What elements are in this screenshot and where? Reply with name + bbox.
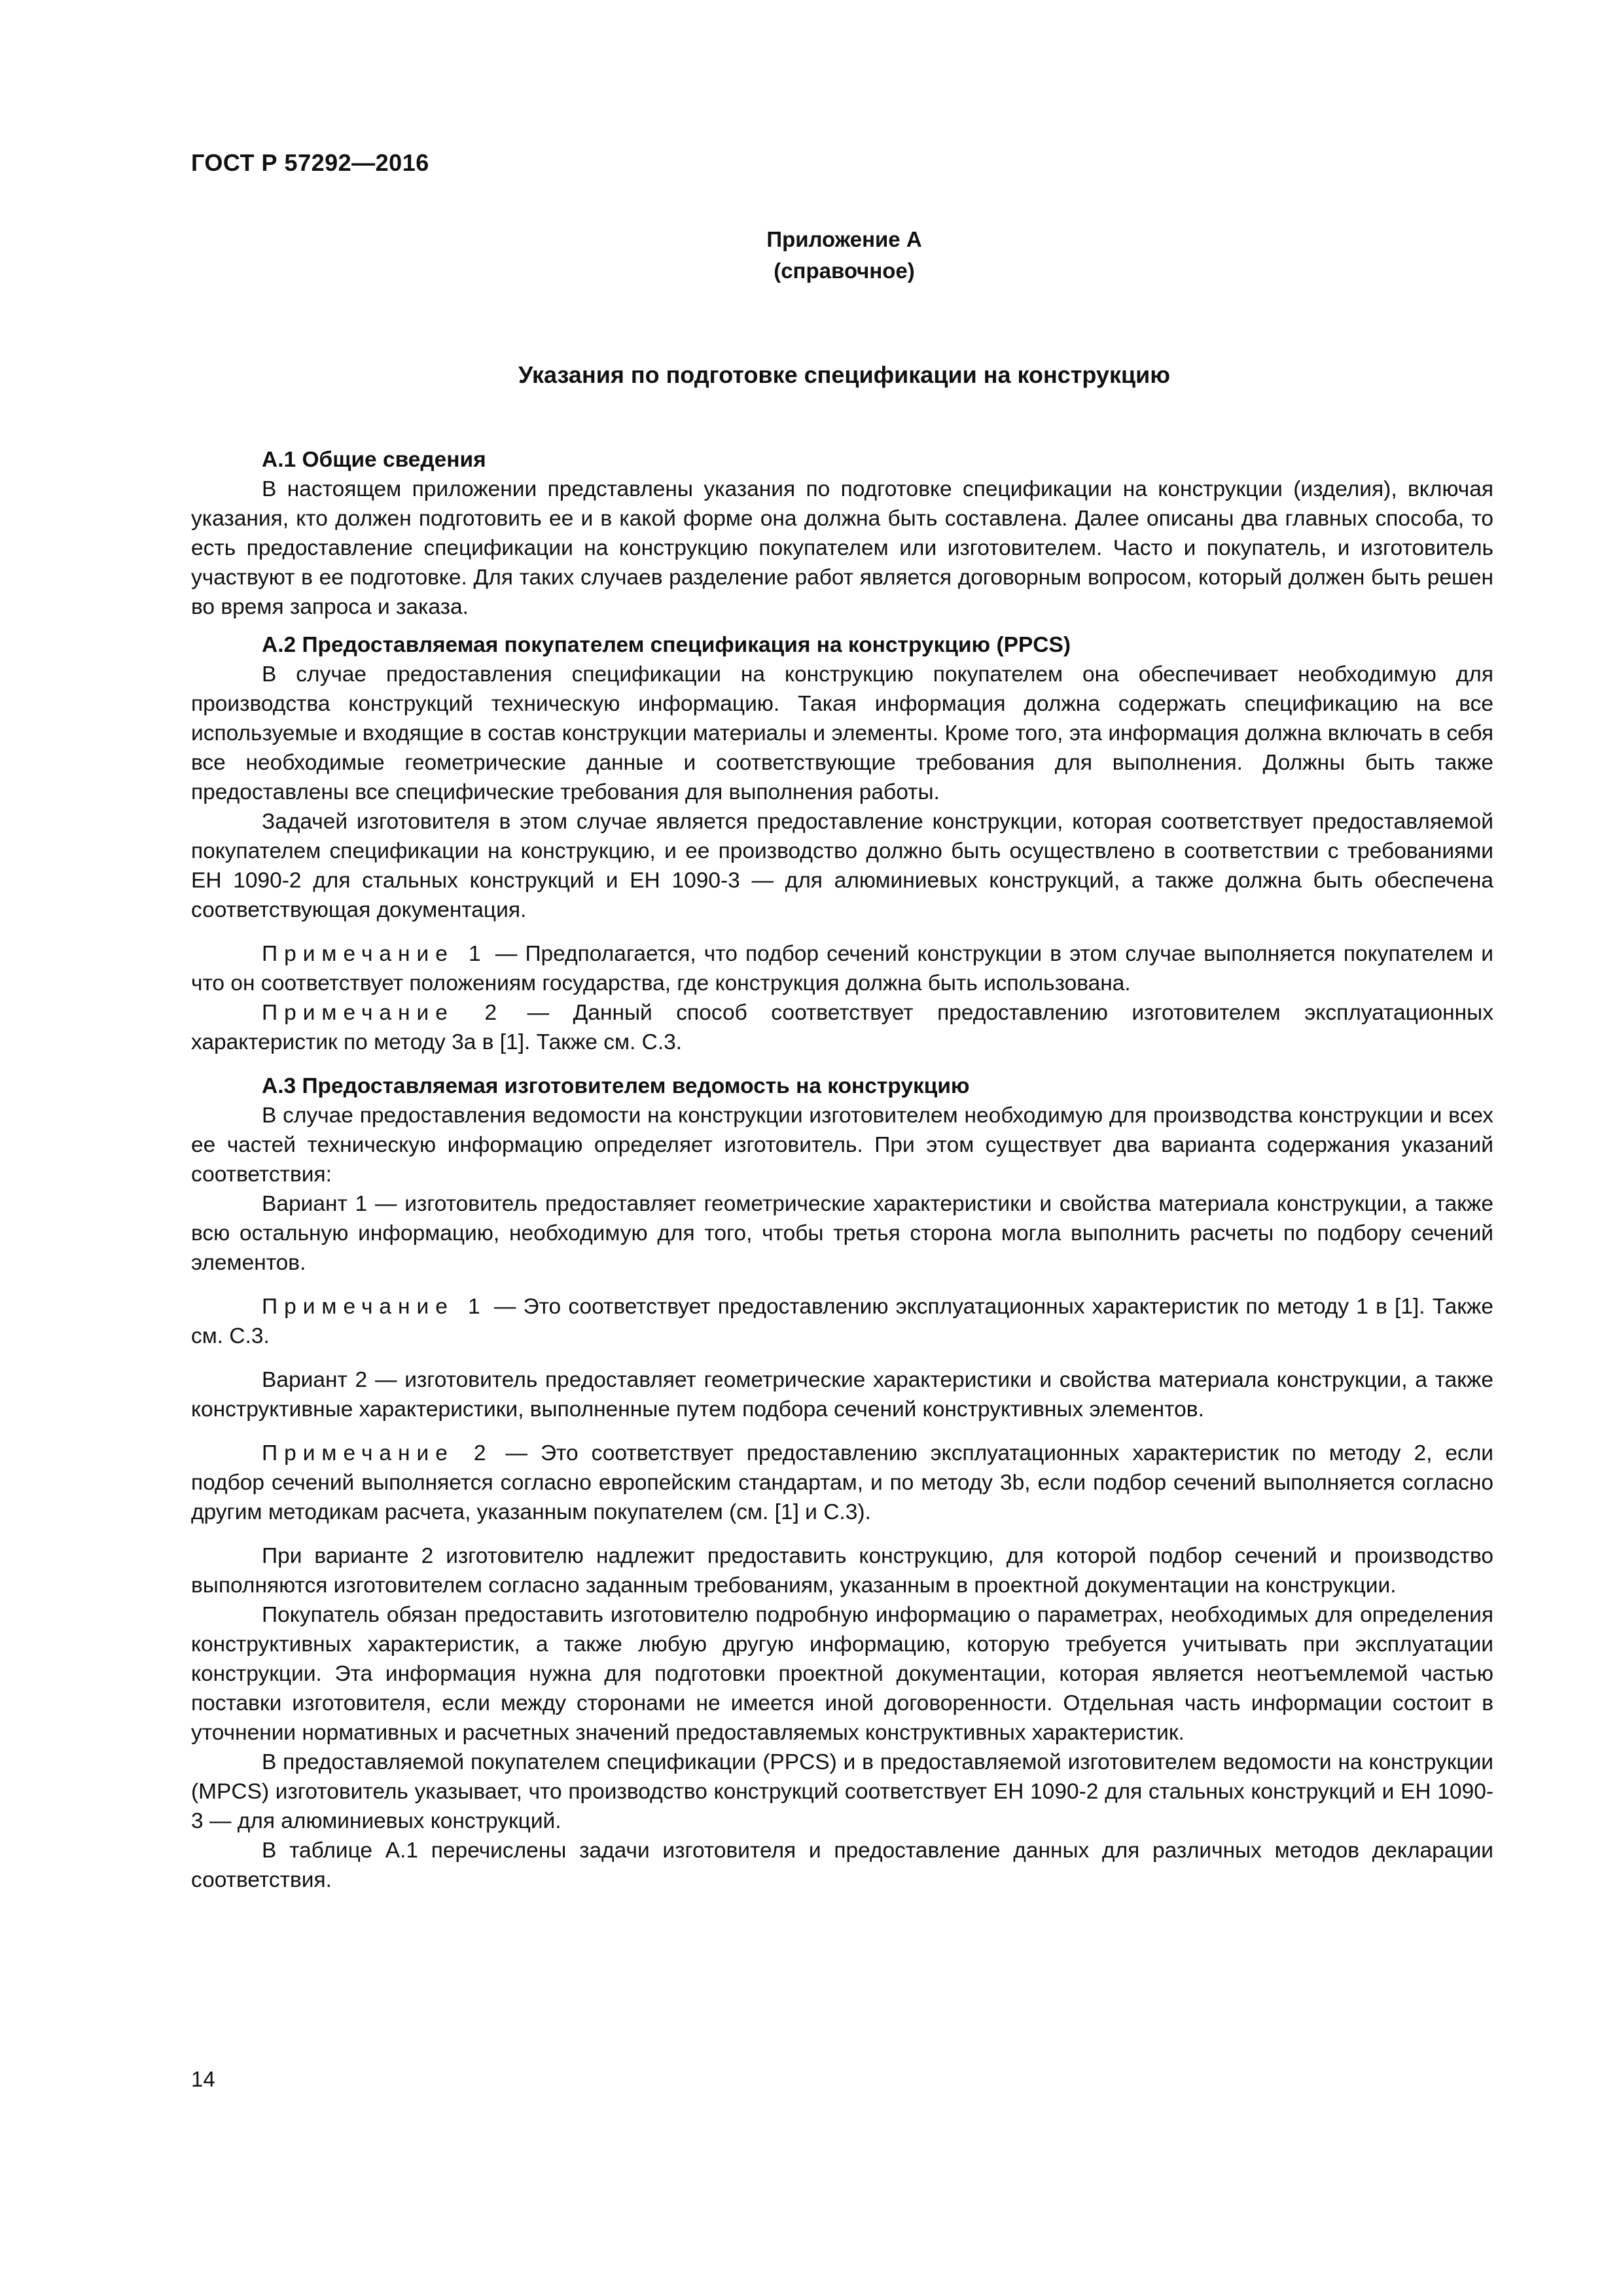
note-label: Примечание 1 [262, 1295, 487, 1319]
section-a3-paragraph-5: Покупатель обязан предоставить изготовителю подробную информацию о параметрах, необходимых для определения конструктивных характеристик, а также любую другую информацию, которую требуется учитывать при эксплуатации конструкции. Эта информация нужна для подготовки проектной документации, которая является неотъемлемой частью поставки изготовителя, если между сторонами не имеется иной договоренности. Отдельная часть информации состоит в уточнении нормативных и расчетных значений предоставляемых конструктивных характеристик. [191, 1603, 1493, 1745]
note-text: — Данный способ соответствует предоставлению изготовителем эксплуатационных характеристик по методу 3а в [1]. Также см. С.3. [191, 1001, 1493, 1054]
appendix-title: Приложение А [766, 227, 922, 251]
section-a2-paragraph-1: В случае предоставления спецификации на конструкцию покупателем она обеспечивает необходимую для производства конструкций техническую информацию. Такая информация должна содержать спецификацию на все используемые и входящие в состав конструкции материалы и элементы. Кроме того, эта информация должна включать в себя все необходимые геометрические данные и соответствующие требования для выполнения. Должны быть также предоставлены все специфические требования для выполнения работы. [191, 662, 1493, 804]
section-a2-heading: А.2 Предоставляемая покупателем спецификация на конструкцию (PPCS) [262, 633, 1071, 657]
document-code: ГОСТ Р 57292—2016 [191, 149, 429, 176]
section-a3-paragraph-4: При варианте 2 изготовителю надлежит предоставить конструкцию, для которой подбор сечений и производство выполняются изготовителем согласно заданным требованиям, указанным в проектной документации на конструкции. [191, 1544, 1493, 1598]
section-a3-paragraph-7: В таблице А.1 перечислены задачи изготовителя и предоставление данных для различных методов декларации соответствия. [191, 1839, 1493, 1892]
page-number: 14 [191, 2067, 215, 2091]
note-label: Примечание 1 [262, 942, 488, 966]
section-a3-paragraph-6: В предоставляемой покупателем спецификации (PPCS) и в предоставляемой изготовителем ведомости на конструкции (MPCS) изготовитель указывает, что производство конструкций соответствует ЕН 1090-2 для стальных конструкций и ЕН 1090-3 — для алюминиевых конструкций. [191, 1750, 1493, 1833]
section-a1-heading: А.1 Общие сведения [262, 448, 486, 472]
section-a2-note-1 [191, 939, 1493, 998]
appendix-type: (справочное) [774, 259, 915, 283]
section-a1-paragraph-1: В настоящем приложении представлены указания по подготовке спецификации на конструкции (изделия), включая указания, кто должен подготовить ее и в какой форме она должна быть составлена. Далее описаны два главных способа, то есть предоставление спецификации на конструкцию покупателем или изготовителем. Часто и покупатель, и изготовитель участвуют в ее подготовке. Для таких случаев разделение работ является договорным вопросом, который должен быть решен во время запроса и заказа. [191, 477, 1493, 619]
section-a3-paragraph-1: В случае предоставления ведомости на конструкции изготовителем необходимую для производства конструкции и всех ее частей техническую информацию определяет изготовитель. При этом существует два варианта содержания указаний соответствия: [191, 1103, 1493, 1187]
section-a3-paragraph-2: Вариант 1 — изготовитель предоставляет геометрические характеристики и свойства материала конструкции, а также всю остальную информацию, необходимую для того, чтобы третья сторона могла выполнить расчеты по подбору сечений элементов. [191, 1192, 1493, 1275]
note-text: — Это соответствует предоставлению эксплуатационных характеристик по методу 2, если подбор сечений выполняется согласно европейским стандартам, и по методу 3b, если подбор сечений выполняется согласно другим методикам расчета, указанным покупателем (см. [1] и С.3). [191, 1441, 1493, 1524]
note-text: — Это соответствует предоставлению эксплуатационных характеристик по методу 1 в [1]. Также см. С.3. [191, 1295, 1493, 1348]
section-a2-paragraph-2: Задачей изготовителя в этом случае является предоставление конструкции, которая соответствует предоставляемой покупателем спецификации на конструкцию, и ее производство должно быть осуществлено в соответствии с требованиями ЕН 1090-2 для стальных конструкций и ЕН 1090-3 — для алюминиевых конструкций, а также должна быть обеспечена соответствующая документация. [191, 810, 1493, 922]
section-a3-heading: А.3 Предоставляемая изготовителем ведомость на конструкцию [262, 1074, 970, 1098]
section-a3-note-1 [191, 1292, 1493, 1351]
page-title: Указания по подготовке спецификации на конструкцию [518, 361, 1170, 388]
document-body [191, 445, 1493, 1895]
section-a3-paragraph-3: Вариант 2 — изготовитель предоставляет геометрические характеристики и свойства материала конструкции, а также конструктивные характеристики, выполненные путем подбора сечений конструктивных элементов. [191, 1368, 1493, 1422]
section-a2-note-2 [191, 998, 1493, 1057]
note-label: Примечание 2 [262, 1001, 504, 1025]
appendix-label [0, 224, 1623, 287]
section-a3-note-2 [191, 1439, 1493, 1527]
note-text: — Предполагается, что подбор сечений конструкции в этом случае выполняется покупателем и что он соответствует положениям государства, где конструкция должна быть использована. [191, 942, 1494, 996]
note-label: Примечание 2 [262, 1441, 493, 1465]
